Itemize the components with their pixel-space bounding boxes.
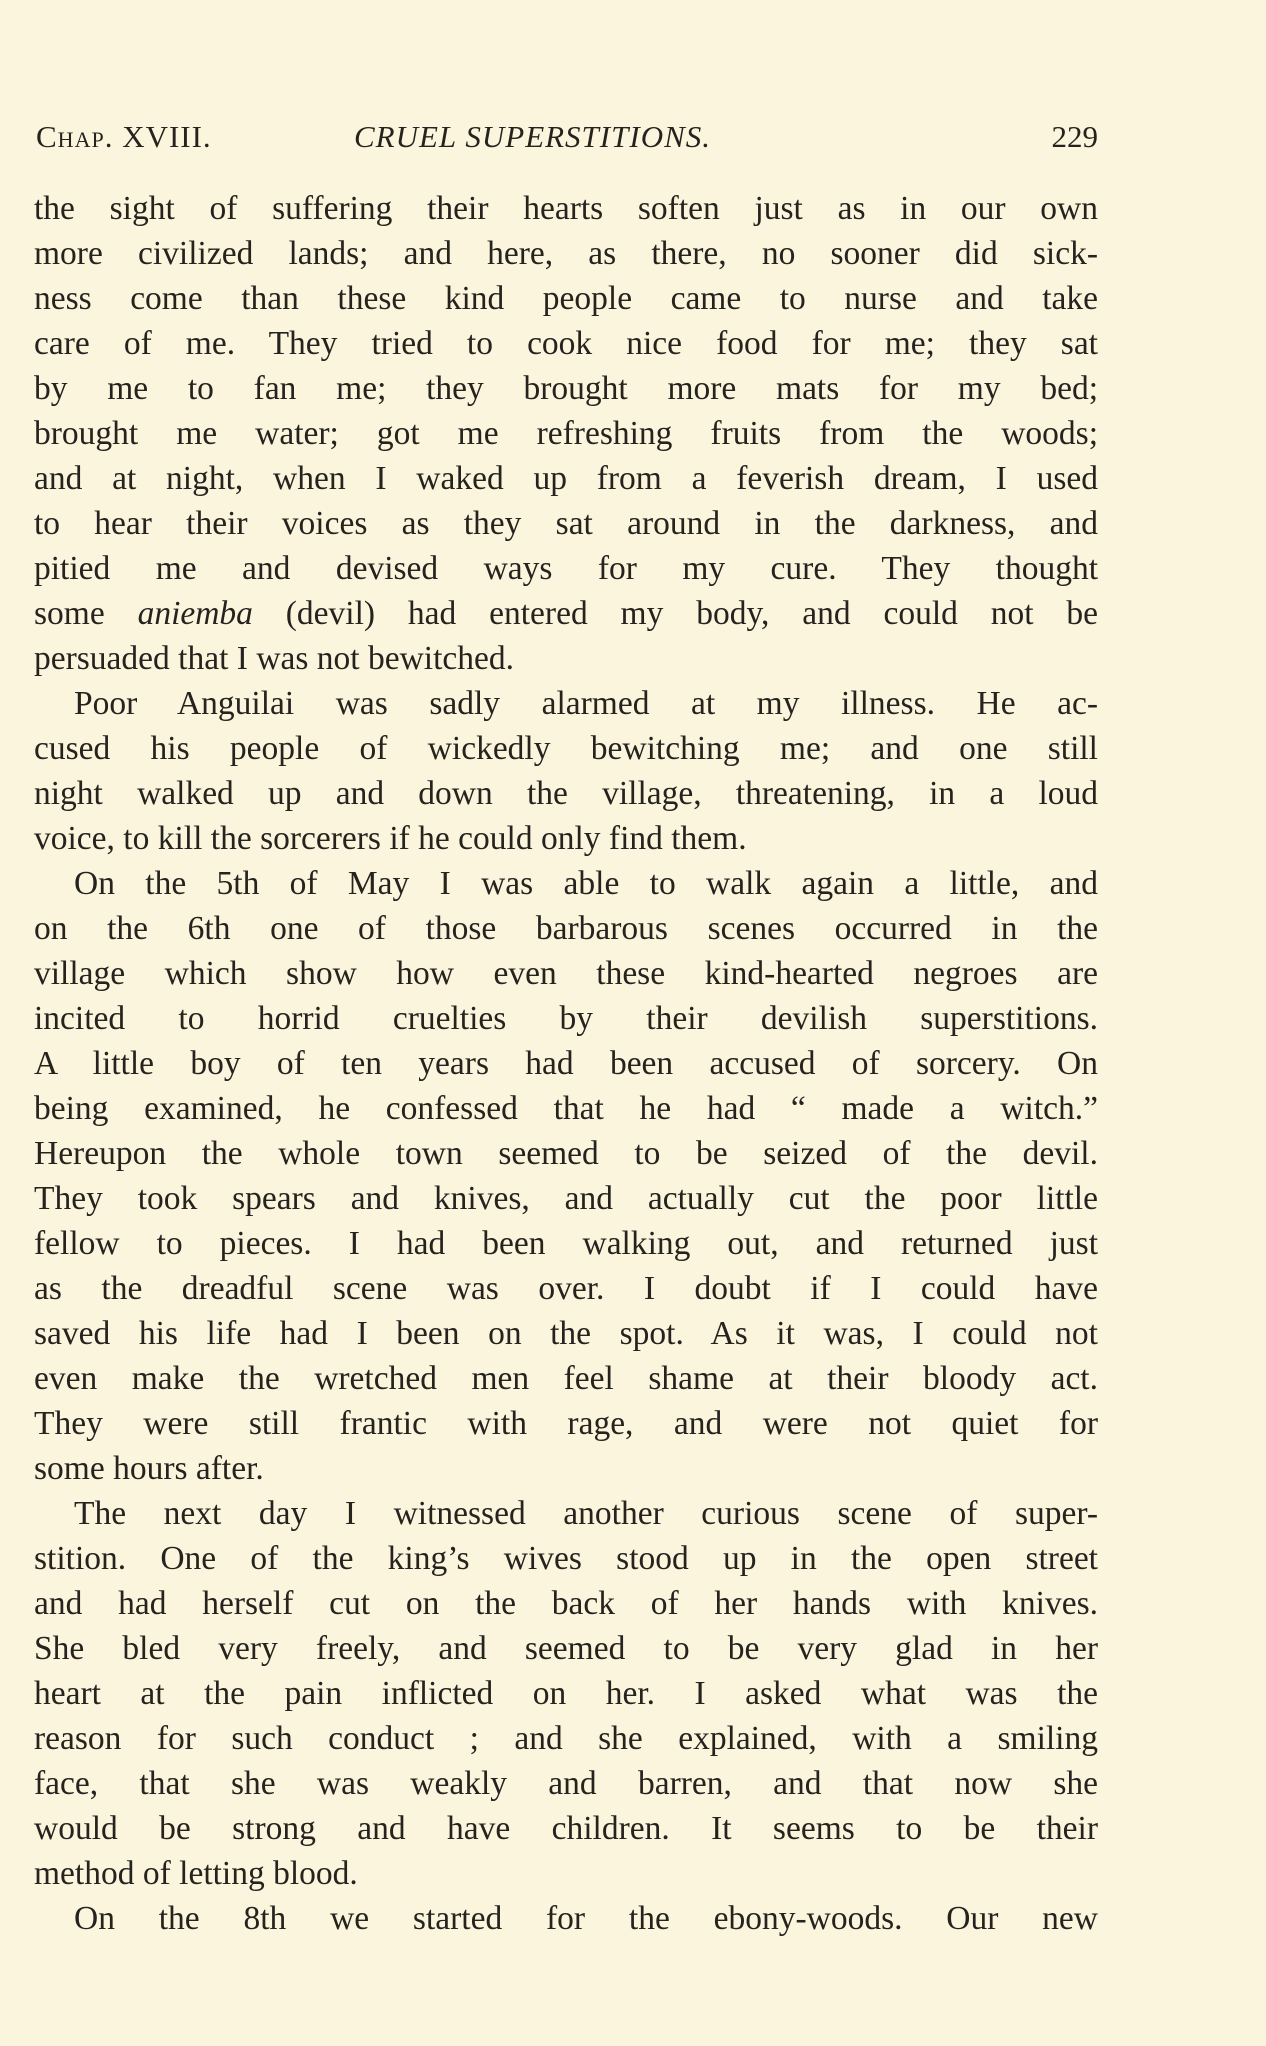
text-line: on the 6th one of those barbarous scenes occurred in the: [34, 910, 1098, 947]
text-line: ness come than these kind people came to nurse and take: [34, 280, 1098, 317]
text-line: the sight of suffering their hearts soften just as in our own: [34, 190, 1098, 227]
text-line: even make the wretched men feel shame at their bloody act.: [34, 1360, 1098, 1397]
text-line: saved his life had I been on the spot. As it was, I could not: [34, 1315, 1098, 1352]
text-line: She bled very freely, and seemed to be very glad in her: [34, 1630, 1098, 1667]
text-line: On the 8th we started for the ebony-woods. Our new: [74, 1900, 1098, 1937]
text-line: fellow to pieces. I had been walking out, and returned just: [34, 1225, 1098, 1262]
text-line: by me to fan me; they brought more mats for my bed;: [34, 370, 1098, 407]
text-line: cused his people of wickedly bewitching me; and one still: [34, 730, 1098, 767]
page-number: 229: [1051, 119, 1098, 154]
text-line: Hereupon the whole town seemed to be seized of the devil.: [34, 1135, 1098, 1172]
text-line: would be strong and have children. It seems to be their: [34, 1810, 1098, 1847]
running-title: CRUEL SUPERSTITIONS.: [354, 119, 712, 154]
text-line: incited to horrid cruelties by their devilish superstitions.: [34, 1000, 1098, 1037]
text-line: On the 5th of May I was able to walk again a little, and: [74, 865, 1098, 902]
text-line: They took spears and knives, and actually cut the poor little: [34, 1180, 1098, 1217]
text-line: method of letting blood.: [34, 1855, 358, 1892]
text-line: pitied me and devised ways for my cure. They thought: [34, 550, 1098, 587]
text-line: heart at the pain inflicted on her. I asked what was the: [34, 1675, 1098, 1712]
text-segment: some: [34, 595, 138, 632]
running-header: [36, 112, 1098, 162]
text-line: and at night, when I waked up from a feverish dream, I used: [34, 460, 1098, 497]
text-segment: (devil) had entered my body, and could not be: [252, 595, 1098, 632]
text-line: persuaded that I was not bewitched.: [34, 640, 515, 677]
text-line: as the dreadful scene was over. I doubt if I could have: [34, 1270, 1098, 1307]
text-line: [34, 591, 1098, 636]
text-line: night walked up and down the village, threatening, in a loud: [34, 775, 1098, 812]
text-line: voice, to kill the sorcerers if he could only find them.: [34, 820, 747, 857]
text-line: face, that she was weakly and barren, and that now she: [34, 1765, 1098, 1802]
text-line: and had herself cut on the back of her hands with knives.: [34, 1585, 1098, 1622]
text-line: The next day I witnessed another curious scene of super-: [74, 1495, 1098, 1532]
text-line: A little boy of ten years had been accused of sorcery. On: [34, 1045, 1098, 1082]
text-line: care of me. They tried to cook nice food for me; they sat: [34, 325, 1098, 362]
text-line: reason for such conduct ; and she explained, with a smiling: [34, 1720, 1098, 1757]
body-text: [34, 186, 1098, 1941]
chapter-label: Chap. XVIII.: [36, 119, 212, 154]
text-line: They were still frantic with rage, and were not quiet for: [34, 1405, 1098, 1442]
text-line: village which show how even these kind-hearted negroes are: [34, 955, 1098, 992]
text-line: more civilized lands; and here, as there, no sooner did sick-: [34, 235, 1098, 272]
text-line: Poor Anguilai was sadly alarmed at my illness. He ac-: [74, 685, 1098, 722]
text-line: to hear their voices as they sat around in the darkness, and: [34, 505, 1098, 542]
text-line: being examined, he confessed that he had “ made a witch.”: [34, 1090, 1098, 1127]
text-line: brought me water; got me refreshing fruits from the woods;: [34, 415, 1098, 452]
text-line: some hours after.: [34, 1450, 264, 1487]
italic-term: aniemba: [137, 595, 253, 632]
text-line: stition. One of the king’s wives stood up in the open street: [34, 1540, 1098, 1577]
